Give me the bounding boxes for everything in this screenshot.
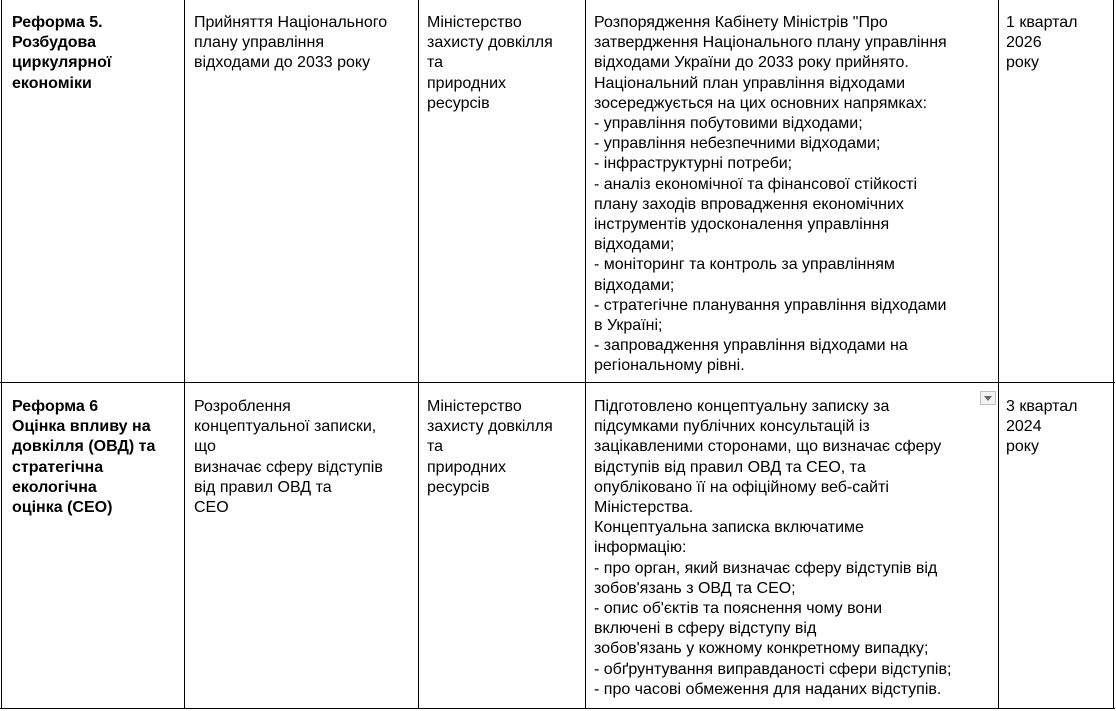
responsible-body: Міністерство захисту довкілля та природних ресурсів bbox=[427, 398, 553, 496]
column-divider-1 bbox=[184, 0, 185, 709]
row-divider bbox=[0, 382, 1115, 383]
table-border-right bbox=[1113, 0, 1114, 709]
status-text: Розпорядження Кабінету Міністрів "Про затвердження Національного плану управління відходами України до 2033 року прийнято. Національний план управління відходами зосереджується на цих основних напрямках: - управління побутовими відходами; - управління небезпечними відходами; - інфраструктурні потреби; - аналіз економічної та фінансової стійкості плану заходів впровадження економічних інструментів удосконалення управління відходами; - моніторинг та контроль за управлінням відходами; - стратегічне планування управління відходами в Україні; - запровадження управління відходами на регіональному рівні. bbox=[594, 14, 947, 375]
measure-text: Розроблення концептуальної записки, що визначає сферу відступів від правил ОВД та СЕО bbox=[194, 398, 383, 517]
responsible-body: Міністерство захисту довкілля та природних ресурсів bbox=[427, 14, 553, 112]
reform-title: Реформа 5. Розбудова циркулярної економіки bbox=[12, 14, 112, 92]
table-border-bottom bbox=[0, 708, 1115, 709]
column-divider-2 bbox=[418, 0, 419, 709]
status-text: Підготовлено концептуальну записку за підсумками публічних консультацій із зацікавленими сторонами, що визначає сферу відступів від правил ОВД та СЕО, та опубліковано її на офіційному веб-сайті Міністерства. Концептуальна записка включатиме інформацію: - про орган, який визначає сферу відступів від зобов'язань з ОВД та СЕО; - опис об'єктів та пояснення чому вони включені в сферу відступу від зобов'язань у кожному конкретному випадку; - обґрунтування виправданості сфери відступів; - про часові обмеження для наданих відступів. bbox=[594, 398, 952, 698]
column-divider-3 bbox=[585, 0, 586, 709]
reform-title: Реформа 6 Оцінка впливу на довкілля (ОВД) та стратегічна екологічна оцінка (СЕО) bbox=[12, 398, 156, 517]
cell-dropdown-icon[interactable] bbox=[980, 391, 996, 405]
deadline-text: 3 квартал 2024 року bbox=[1006, 398, 1078, 456]
measure-text: Прийняття Національного плану управління відходами до 2033 року bbox=[194, 14, 388, 72]
table-border-left bbox=[1, 0, 2, 709]
column-divider-4 bbox=[998, 0, 999, 709]
deadline-text: 1 квартал 2026 року bbox=[1006, 14, 1078, 72]
